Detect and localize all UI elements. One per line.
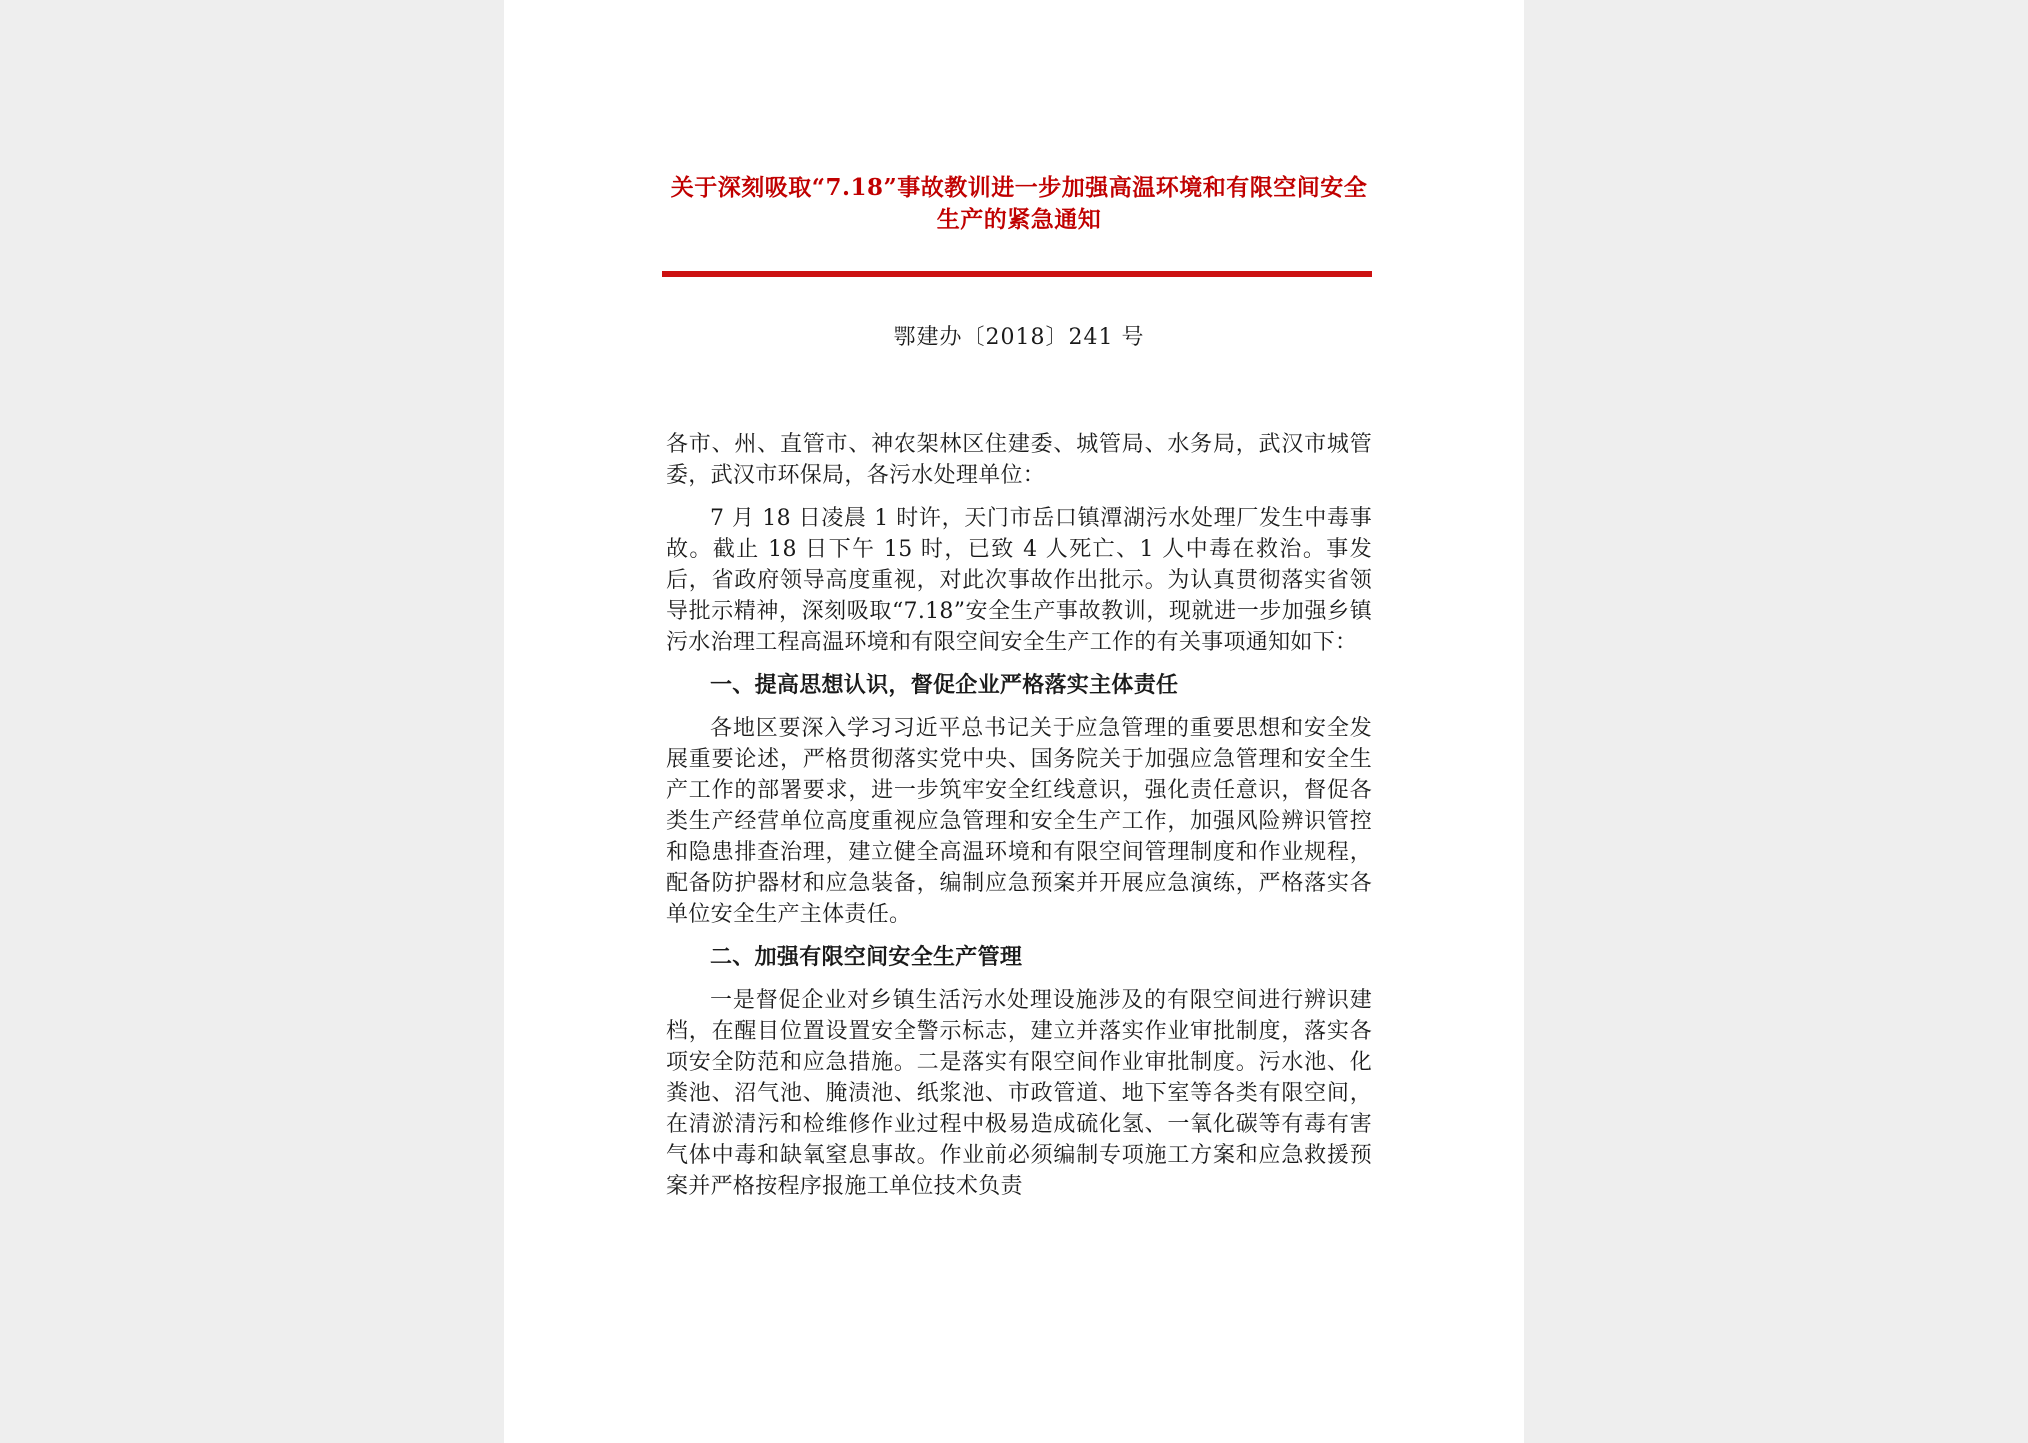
section-heading-1: 一、提高思想认识，督促企业严格落实主体责任 xyxy=(710,673,1179,698)
section-paragraph-2: 一是督促企业对乡镇生活污水处理设施涉及的有限空间进行辨识建档，在醒目位置设置安全警示标志，建立并落实作业审批制度，落实各项安全防范和应急措施。二是落实有限空间作业审批制度。污水池、化粪池、沼气池、腌渍池、纸浆池、市政管道、地下室等各类有限空间，在清淤清污和检维修作业过程中极易造成硫化氢、一氧化碳等有毒有害气体中毒和缺氧窒息事故。作业前必须编制专项施工方案和应急救援预案并严格按程序报施工单位技术负责 xyxy=(666,988,1372,1199)
intro-paragraph: 7 月 18 日凌晨 1 时许，天门市岳口镇潭湖污水处理厂发生中毒事故。截止 18 日下午 15 时，已致 4 人死亡、1 人中毒在救治。事发后，省政府领导高度重视，对此次事故作出批示。为认真贯彻落实省领导批示精神，深刻吸取“7.18”安全生产事故教训，现就进一步加强乡镇污水治理工程高温环境和有限空间安全生产工作的有关事项通知如下： xyxy=(666,506,1372,655)
document-number: 鄂建办〔2018〕241 号 xyxy=(893,325,1145,350)
document-body xyxy=(666,429,1372,1214)
red-header-rule xyxy=(662,271,1372,277)
section-heading-2: 二、加强有限空间安全生产管理 xyxy=(710,945,1023,970)
document-title: 关于深刻吸取“7.18”事故教训进一步加强高温环境和有限空间安全生产的紧急通知 xyxy=(670,174,1368,233)
section-paragraph-1: 各地区要深入学习习近平总书记关于应急管理的重要思想和安全发展重要论述，严格贯彻落实党中央、国务院关于加强应急管理和安全生产工作的部署要求，进一步筑牢安全红线意识，强化责任意识，督促各类生产经营单位高度重视应急管理和安全生产工作，加强风险辨识管控和隐患排查治理，建立健全高温环境和有限空间管理制度和作业规程，配备防护器材和应急装备，编制应急预案并开展应急演练，严格落实各单位安全生产主体责任。 xyxy=(666,716,1372,927)
document-page xyxy=(504,0,1524,1443)
salutation: 各市、州、直管市、神农架林区住建委、城管局、水务局，武汉市城管委，武汉市环保局，各污水处理单位： xyxy=(666,432,1372,488)
